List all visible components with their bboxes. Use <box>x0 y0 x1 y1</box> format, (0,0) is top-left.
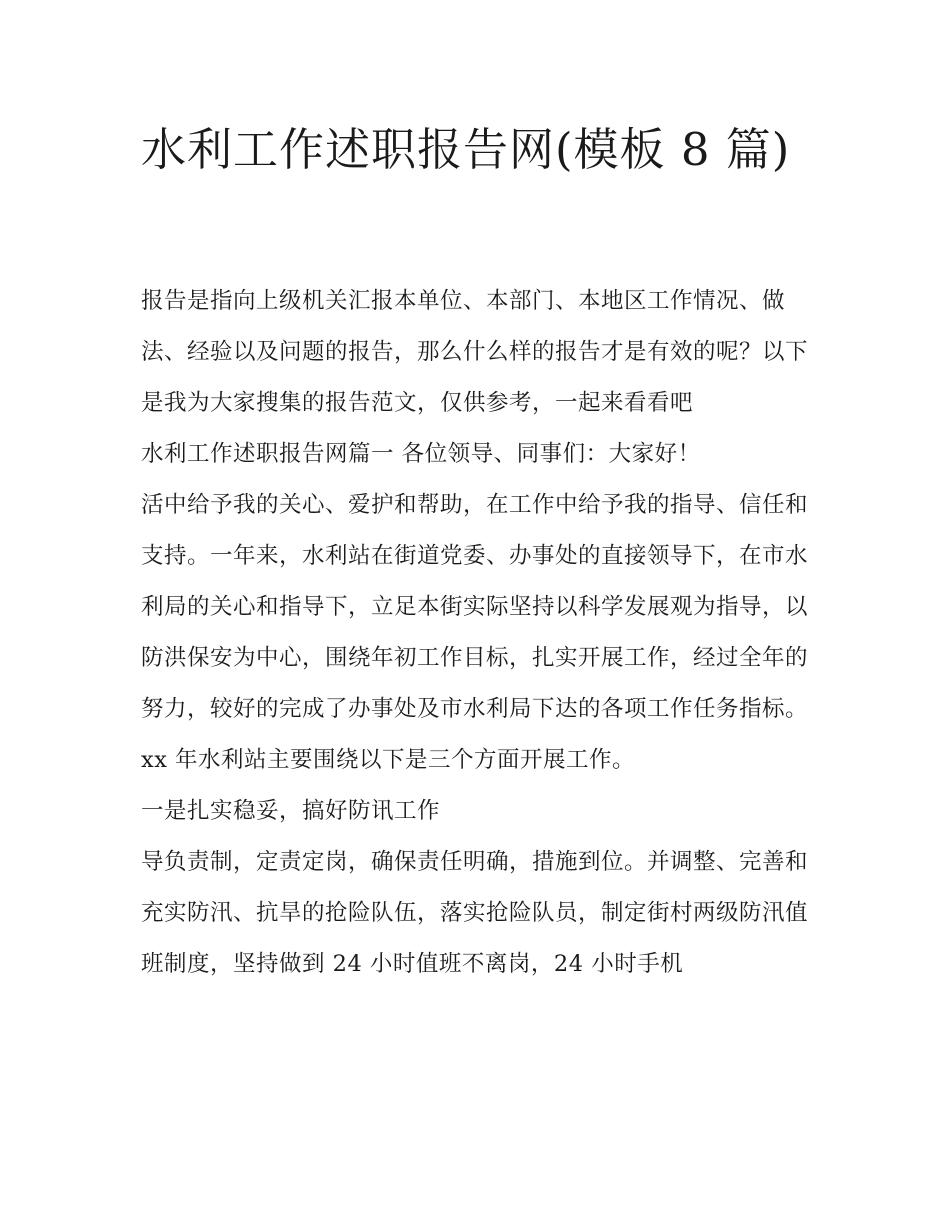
body-paragraph: 导负责制，定责定岗，确保责任明确，措施到位。并调整、完善和充实防汛、抗旱的抢险队伍，落实抢险队员，制定街村两级防汛值班制度，坚持做到 24 小时值班不离岗，24 小时手机 <box>141 849 809 977</box>
body-paragraph: 活中给予我的关心、爱护和帮助，在工作中给予我的指导、信任和支持。一年来，水利站在街道党委、办事处的直接领导下，在市水利局的关心和指导下，立足本街实际坚持以科学发展观为指导，以防洪保安为中心，围绕年初工作目标，扎实开展工作，经过全年的努力，较好的完成了办事处及市水利局下达的各项工作任务指标。xx 年水利站主要围绕以下是三个方面开展工作。 <box>141 492 809 773</box>
subsection-heading: 一是扎实稳妥，搞好防讯工作 <box>141 798 441 824</box>
intro-paragraph: 报告是指向上级机关汇报本单位、本部门、本地区工作情况、做法、经验以及问题的报告，那么什么样的报告才是有效的呢？以下是我为大家搜集的报告范文，仅供参考，一起来看看吧 <box>141 288 809 416</box>
document-title: 水利工作述职报告网(模板 8 篇) <box>141 123 791 176</box>
document-body <box>141 276 821 990</box>
section-heading: 水利工作述职报告网篇一 各位领导、同事们：大家好！ <box>141 441 701 467</box>
